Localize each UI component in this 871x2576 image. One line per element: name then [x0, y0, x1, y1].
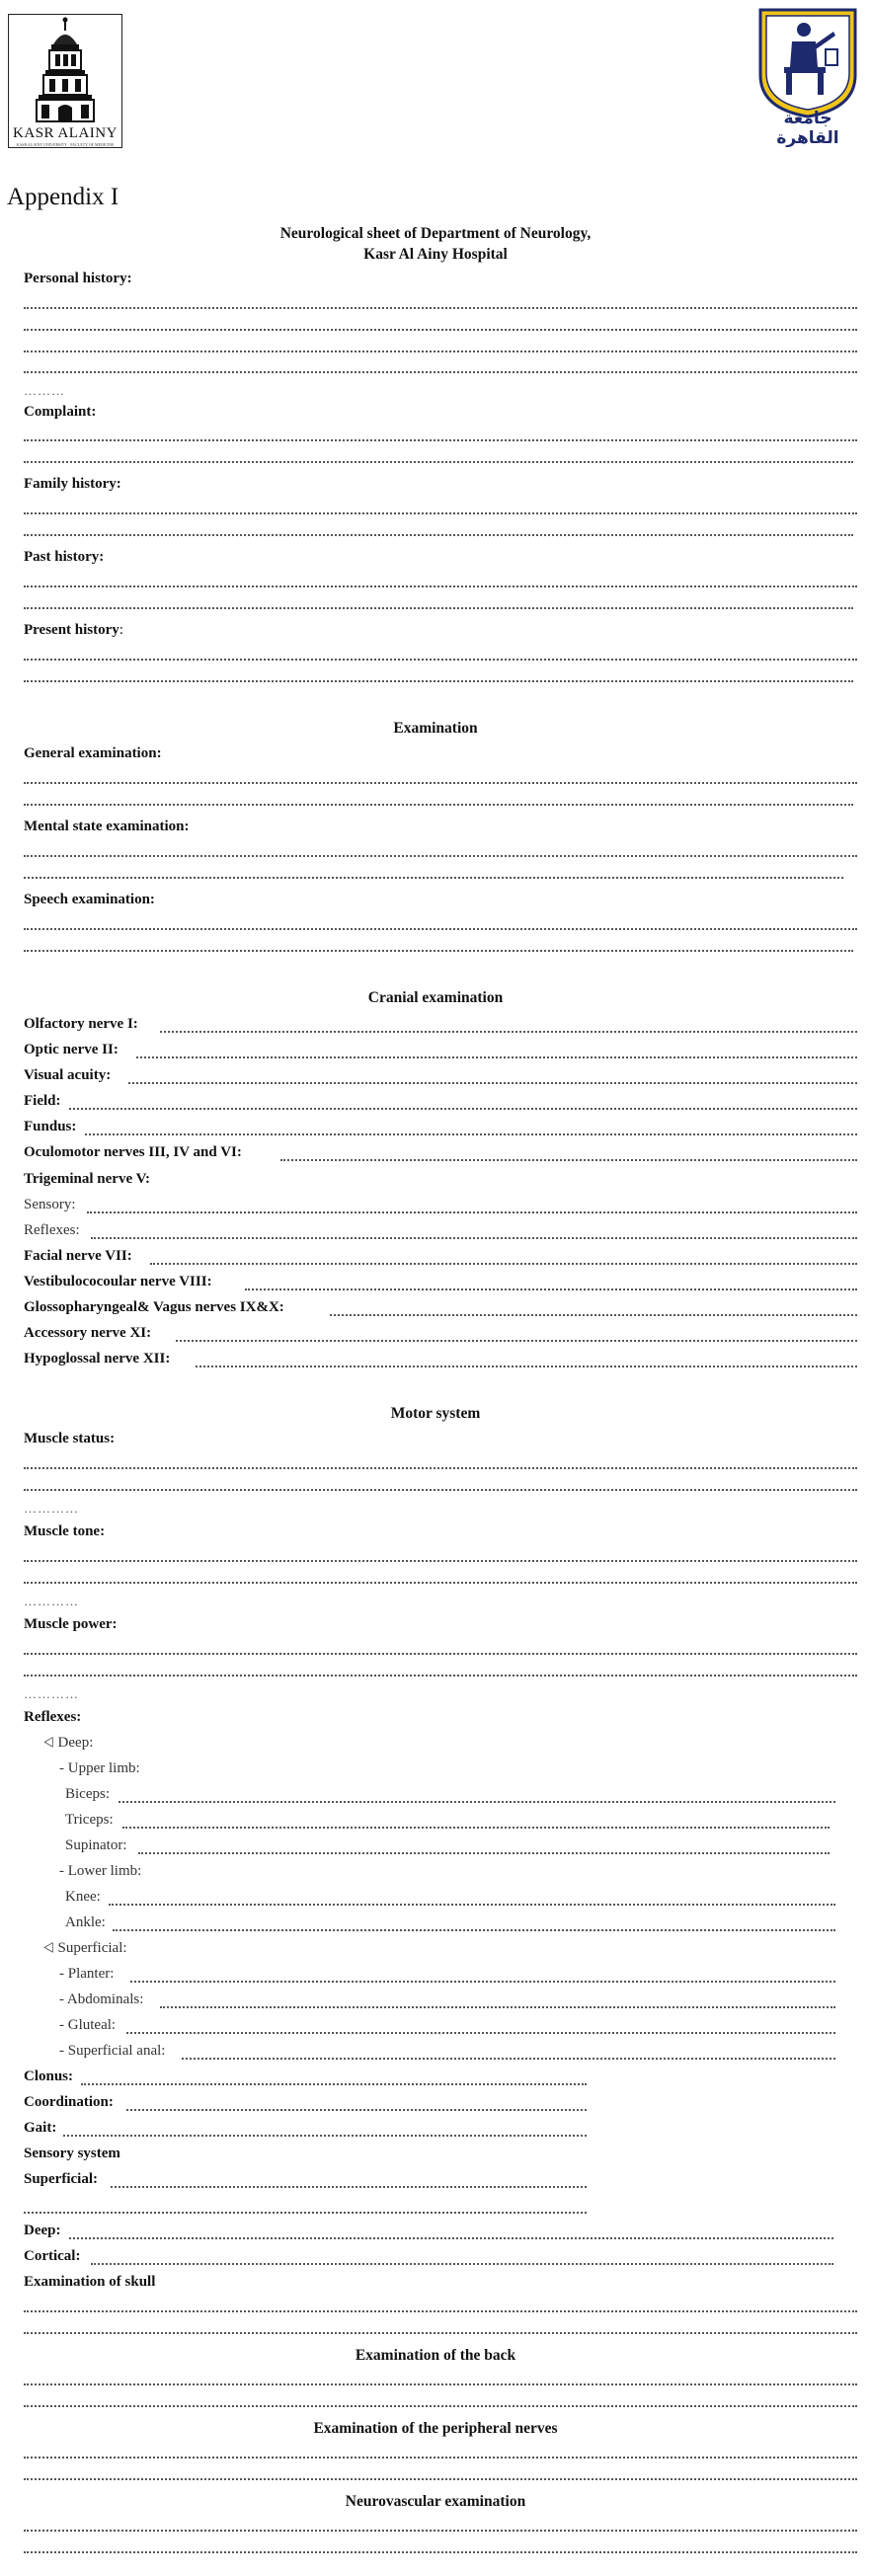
kasr-alainy-logo [8, 14, 122, 148]
family-history-line-1[interactable] [24, 512, 857, 514]
muscle-power-line-2[interactable] [24, 1675, 857, 1677]
muscle-status-line-1[interactable] [24, 1467, 857, 1469]
supinator-label: Supinator: [65, 1837, 127, 1853]
olfactory-nerve-label: Olfactory nerve I: [24, 1016, 138, 1032]
complaint-line-1[interactable] [24, 439, 857, 441]
cortical-line[interactable] [91, 2263, 833, 2265]
neurovascular-title: Neurovascular examination [345, 2493, 526, 2510]
neurovascular-line-2[interactable] [24, 2551, 857, 2553]
planter-line[interactable] [130, 1981, 835, 1983]
abdominals-label: - Abdominals: [59, 1991, 144, 2007]
planter-label: - Planter: [59, 1966, 115, 1982]
past-history-line-2[interactable] [24, 607, 853, 609]
triceps-line[interactable] [122, 1827, 830, 1829]
upper-limb-label: - Upper limb: [59, 1760, 140, 1776]
trigeminal-nerve-label: Trigeminal nerve V: [24, 1171, 151, 1187]
back-examination-line-1[interactable] [24, 2383, 857, 2385]
field-line[interactable] [69, 1108, 857, 1110]
left-logo-caption: KASR ALAINY [13, 125, 118, 141]
examination-title: Examination [393, 720, 478, 737]
glossopharyngeal-vagus-label: Glossopharyngeal& Vagus nerves IX&X: [24, 1299, 284, 1315]
cranial-examination-title: Cranial examination [367, 989, 504, 1006]
present-history-line-1[interactable] [24, 659, 857, 661]
speech-examination-line-1[interactable] [24, 928, 857, 930]
speech-examination-line-2[interactable] [24, 950, 853, 952]
back-examination-title: Examination of the back [355, 2347, 516, 2364]
muscle-tone-label: Muscle tone: [24, 1523, 106, 1539]
vestibulocochlear-nerve-label: Vestibulococoular nerve VIII: [24, 1274, 212, 1289]
coordination-line[interactable] [126, 2109, 587, 2111]
superficial-anal-label: - Superficial anal: [59, 2043, 166, 2059]
peripheral-nerves-line-2[interactable] [24, 2478, 857, 2480]
accessory-nerve-line[interactable] [176, 1340, 857, 1342]
visual-acuity-label: Visual acuity: [24, 1067, 112, 1083]
ankle-label: Ankle: [65, 1914, 106, 1930]
clonus-line[interactable] [81, 2083, 587, 2085]
skull-examination-label: Examination of skull [24, 2274, 156, 2290]
muscle-tone-line-2[interactable] [24, 1582, 857, 1584]
ankle-line[interactable] [113, 1929, 835, 1931]
vestibulocochlear-nerve-line[interactable] [245, 1288, 857, 1290]
sensory-deep-line[interactable] [69, 2237, 833, 2239]
clonus-label: Clonus: [24, 2069, 74, 2084]
kasr-alainy-tower-icon [9, 15, 121, 125]
reflexes-label: Reflexes: [24, 1709, 82, 1725]
past-history-line-1[interactable] [24, 585, 857, 587]
knee-line[interactable] [109, 1904, 835, 1906]
arrow-bullet-icon: ⨞ [43, 1735, 54, 1750]
abdominals-line[interactable] [160, 2006, 835, 2008]
skull-examination-line-2[interactable] [24, 2332, 857, 2334]
accessory-nerve-label: Accessory nerve XI: [24, 1325, 152, 1341]
mental-state-line-2[interactable] [24, 877, 843, 879]
oculomotor-nerves-label: Oculomotor nerves III, IV and VI: [24, 1144, 242, 1160]
mental-state-line-1[interactable] [24, 855, 857, 857]
hypoglossal-nerve-label: Hypoglossal nerve XII: [24, 1351, 171, 1366]
gluteal-label: - Gluteal: [59, 2017, 117, 2033]
mental-state-label: Mental state examination: [24, 819, 190, 834]
cortical-label: Cortical: [24, 2248, 81, 2264]
sensory-system-label: Sensory system [24, 2146, 120, 2161]
general-examination-line-2[interactable] [24, 804, 853, 806]
sheet-title-line1: Neurological sheet of Department of Neurology, [279, 225, 592, 242]
left-logo-subtitle: KASR ALAINY UNIVERSITY · FACULTY OF MEDICINE [16, 142, 115, 147]
lower-limb-label: - Lower limb: [59, 1863, 142, 1879]
personal-history-line-1[interactable] [24, 307, 857, 309]
muscle-status-line-2[interactable] [24, 1489, 857, 1491]
muscle-power-short-line[interactable]: ………… [24, 1686, 79, 1701]
sensory-superficial-label: Superficial: [24, 2171, 98, 2187]
supinator-line[interactable] [138, 1852, 830, 1854]
sensory-superficial-line[interactable] [111, 2186, 587, 2188]
arrow-bullet-icon: ⨞ [43, 1940, 54, 1955]
optic-nerve-label: Optic nerve II: [24, 1042, 119, 1057]
triceps-label: Triceps: [65, 1812, 114, 1828]
muscle-power-line-1[interactable] [24, 1653, 857, 1655]
present-history-line-2[interactable] [24, 680, 853, 682]
fundus-label: Fundus: [24, 1119, 77, 1134]
speech-examination-label: Speech examination: [24, 892, 155, 907]
complaint-line-2[interactable] [24, 461, 853, 463]
trigeminal-sensory-label: Sensory: [24, 1197, 76, 1212]
optic-nerve-line[interactable] [136, 1056, 857, 1058]
peripheral-nerves-line-1[interactable] [24, 2457, 857, 2459]
present-history-label: Present history: [24, 622, 123, 638]
muscle-status-label: Muscle status: [24, 1431, 116, 1446]
cairo-university-logo [752, 6, 863, 148]
gluteal-line[interactable] [126, 2032, 835, 2034]
olfactory-nerve-line[interactable] [160, 1031, 857, 1033]
oculomotor-nerves-line[interactable] [280, 1159, 857, 1161]
personal-history-label: Personal history: [24, 271, 132, 286]
personal-history-short-line[interactable]: ……… [24, 383, 65, 398]
skull-examination-line-1[interactable] [24, 2310, 857, 2312]
muscle-tone-line-1[interactable] [24, 1560, 857, 1562]
biceps-label: Biceps: [65, 1786, 110, 1802]
biceps-line[interactable] [119, 1801, 835, 1803]
muscle-status-short-line[interactable]: ………… [24, 1501, 79, 1516]
general-examination-label: General examination: [24, 745, 162, 761]
muscle-tone-short-line[interactable]: ………… [24, 1594, 79, 1608]
personal-history-line-3[interactable] [24, 351, 857, 352]
motor-system-title: Motor system [390, 1405, 481, 1422]
gait-line[interactable] [63, 2135, 587, 2137]
trigeminal-reflexes-line[interactable] [91, 1237, 857, 1239]
superficial-reflexes-label: ⨞ Superficial: [43, 1940, 127, 1956]
family-history-line-2[interactable] [24, 534, 853, 536]
sensory-superficial-line-2[interactable] [24, 2212, 587, 2214]
neurovascular-line-1[interactable] [24, 2530, 857, 2532]
sensory-deep-label: Deep: [24, 2223, 61, 2238]
glossopharyngeal-vagus-line[interactable] [330, 1314, 857, 1316]
personal-history-line-4[interactable] [24, 371, 857, 373]
coordination-label: Coordination: [24, 2094, 114, 2110]
deep-reflexes-label: ⨞ Deep: [43, 1735, 94, 1751]
muscle-power-label: Muscle power: [24, 1616, 118, 1632]
facial-nerve-line[interactable] [150, 1263, 857, 1265]
complaint-label: Complaint: [24, 404, 97, 420]
back-examination-line-2[interactable] [24, 2405, 857, 2407]
visual-acuity-line[interactable] [128, 1082, 857, 1084]
appendix-heading: Appendix I [7, 184, 119, 210]
personal-history-line-2[interactable] [24, 329, 857, 331]
facial-nerve-label: Facial nerve VII: [24, 1248, 132, 1264]
superficial-anal-line[interactable] [182, 2058, 835, 2060]
fundus-line[interactable] [85, 1133, 857, 1135]
peripheral-nerves-title: Examination of the peripheral nerves [313, 2420, 558, 2437]
gait-label: Gait: [24, 2120, 57, 2136]
knee-label: Knee: [65, 1889, 101, 1905]
general-examination-line-1[interactable] [24, 782, 857, 784]
hypoglossal-nerve-line[interactable] [196, 1366, 857, 1367]
family-history-label: Family history: [24, 476, 121, 492]
trigeminal-sensory-line[interactable] [87, 1211, 857, 1213]
cairo-university-caption: جامعة القاهرة [776, 109, 839, 148]
field-label: Field: [24, 1093, 61, 1109]
sheet-title-line2: Kasr Al Ainy Hospital [363, 246, 508, 263]
past-history-label: Past history: [24, 549, 105, 565]
trigeminal-reflexes-label: Reflexes: [24, 1222, 80, 1238]
